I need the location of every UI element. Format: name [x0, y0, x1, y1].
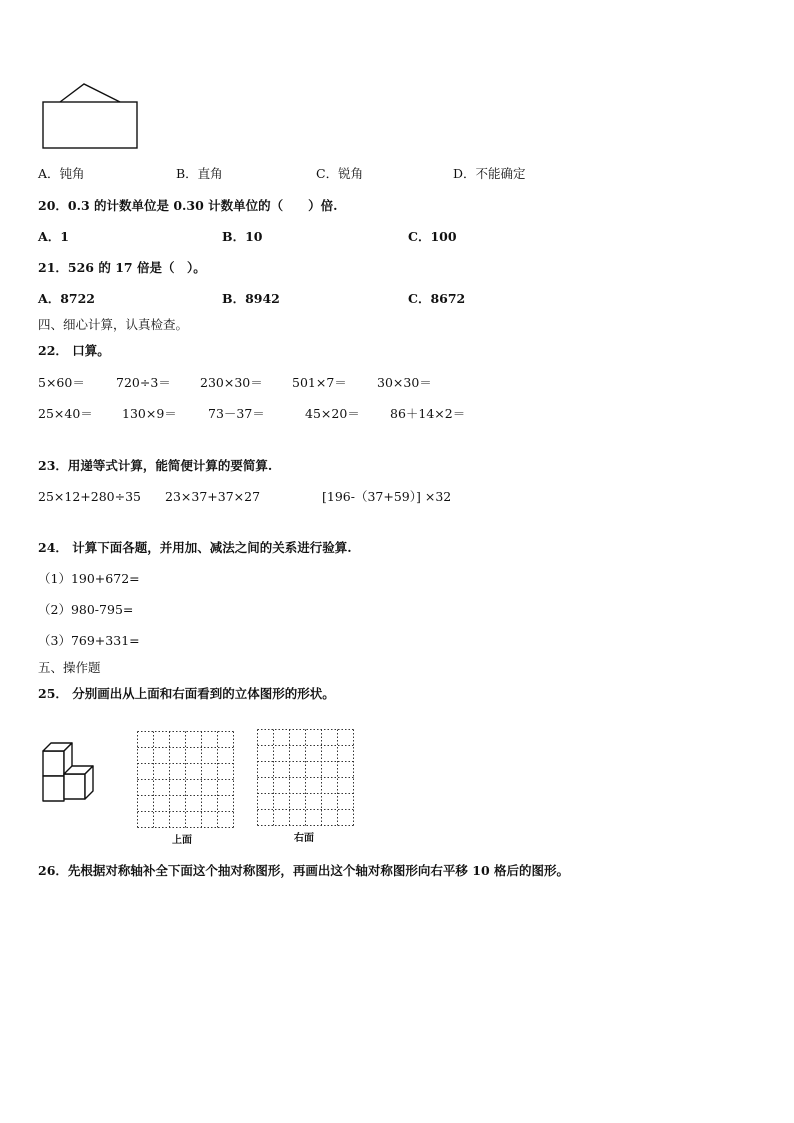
q24-item: （1）190+672= — [38, 571, 140, 586]
q22-item: 25×40＝ — [38, 406, 93, 421]
q23-question: 23．用递等式计算，能简便计算的要简算. — [38, 458, 273, 473]
q24-item: （3）769+331= — [38, 633, 140, 648]
q22-item: 130×9＝ — [122, 406, 177, 421]
q19-option-d: D．不能确定 — [453, 166, 526, 181]
q21-option-b: B．8942 — [222, 291, 280, 306]
q22-item: 45×20＝ — [305, 406, 360, 421]
section-5-heading: 五、操作题 — [38, 660, 101, 675]
cube-stack-figure — [40, 740, 110, 806]
q19-option-b: B．直角 — [176, 166, 223, 181]
q19-option-c: C．锐角 — [316, 166, 364, 181]
q22-item: 5×60＝ — [38, 375, 85, 390]
q25-question: 25． 分别画出从上面和右面看到的立体图形的形状。 — [38, 686, 335, 701]
grid-right-label: 右面 — [294, 833, 314, 844]
q23-item: [196-（37+59）] ×32 — [322, 489, 452, 504]
q21-option-c: C．8672 — [408, 291, 466, 306]
q22-question: 22． 口算。 — [38, 343, 110, 358]
q26-question: 26．先根据对称轴补全下面这个抽对称图形，再画出这个轴对称图形向右平移 10 格后的图形。 — [38, 863, 569, 878]
q22-item: 501×7＝ — [292, 375, 347, 390]
q22-item: 30×30＝ — [377, 375, 432, 390]
q23-item: 23×37+37×27 — [165, 489, 261, 504]
section-4-heading: 四、细心计算，认真检查。 — [38, 317, 189, 332]
q20-option-b: B．10 — [222, 229, 263, 244]
q20-option-c: C．100 — [408, 229, 457, 244]
q24-question: 24． 计算下面各题，并用加、减法之间的关系进行验算. — [38, 540, 352, 555]
q22-item: 86＋14×2＝ — [390, 406, 466, 421]
q23-item: 25×12+280÷35 — [38, 489, 141, 504]
grid-top-view — [137, 731, 234, 828]
q21-option-a: A．8722 — [38, 291, 95, 306]
q24-item: （2）980-795= — [38, 602, 134, 617]
q22-item: 720÷3＝ — [116, 375, 171, 390]
grid-top-label: 上面 — [172, 835, 192, 846]
q20-question: 20．0.3 的计数单位是 0.30 计数单位的（ ）倍. — [38, 198, 338, 213]
q21-question: 21．526 的 17 倍是（ ）。 — [38, 260, 206, 275]
q22-item: 73－37＝ — [208, 406, 265, 421]
q20-option-a: A．1 — [38, 229, 69, 244]
q22-item: 230×30＝ — [200, 375, 263, 390]
q19-option-a: A．钝角 — [38, 166, 85, 181]
triangle-rectangle-figure — [40, 82, 140, 152]
grid-right-view — [257, 729, 354, 826]
